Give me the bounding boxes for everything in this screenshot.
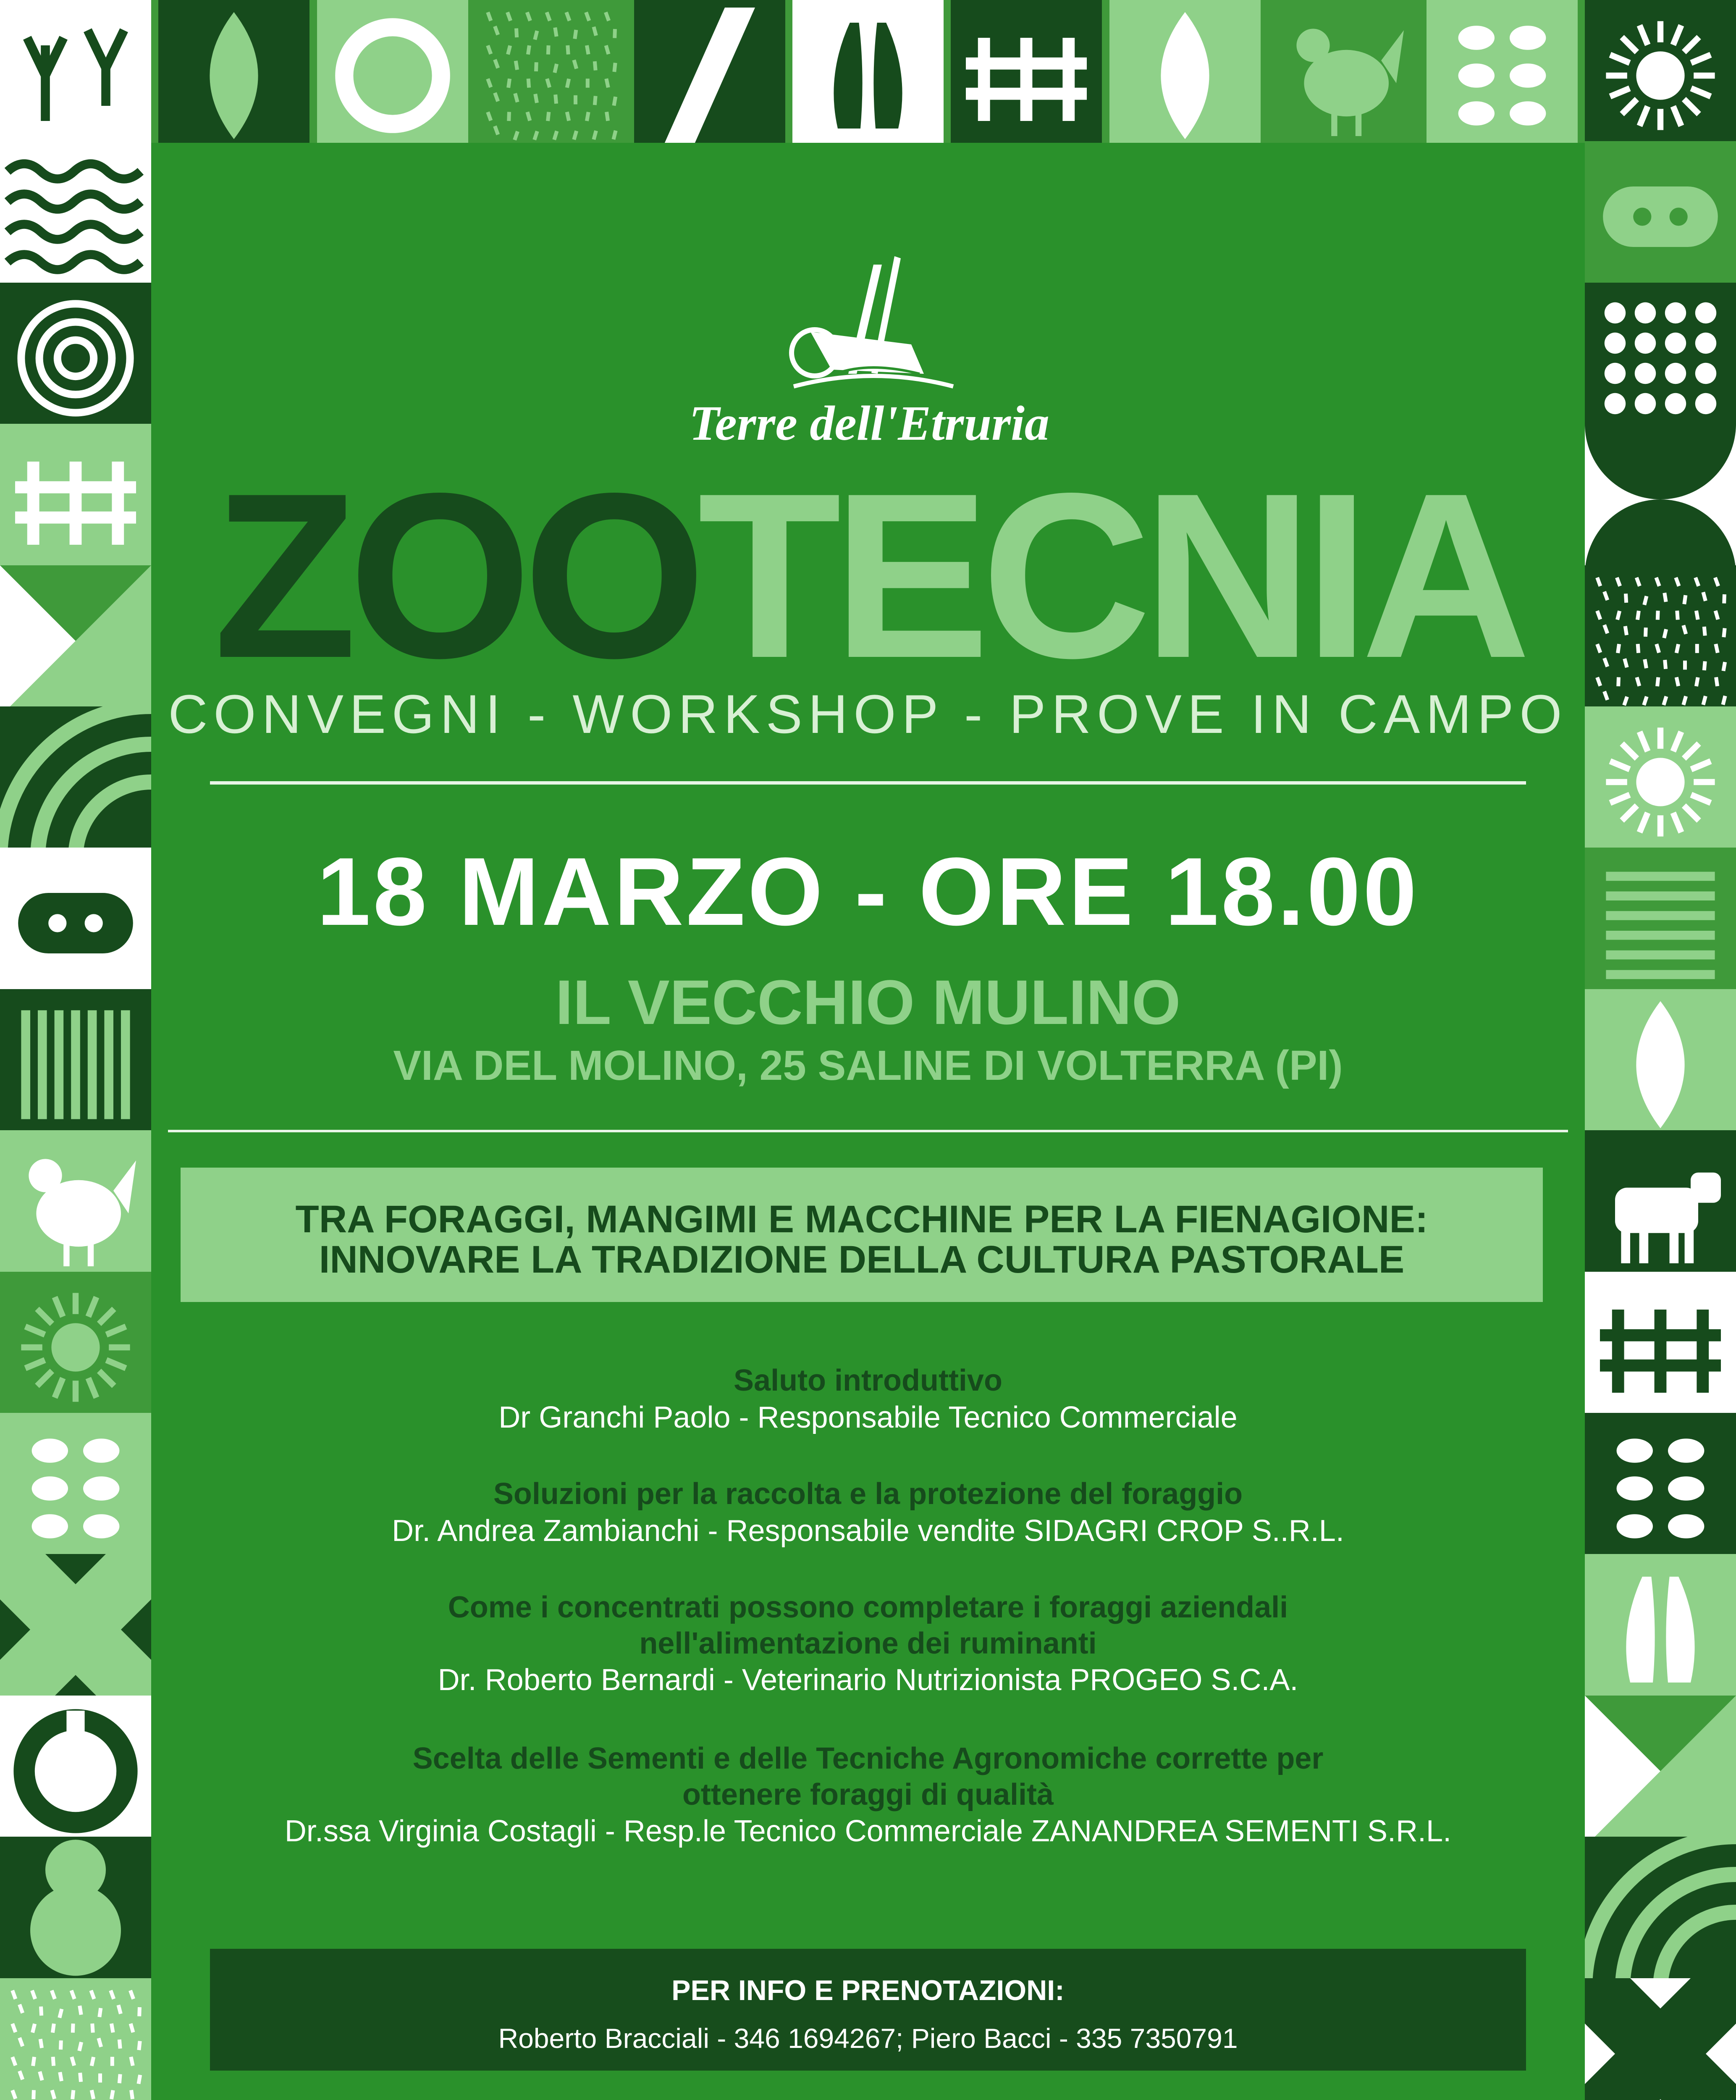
cross-icon (0, 1554, 151, 1705)
target-icon (0, 283, 151, 434)
leaf-icon (1585, 989, 1736, 1140)
rainbow-icon (0, 706, 151, 858)
hoof-icon (792, 0, 944, 151)
waves-icon (0, 141, 151, 292)
program-title: Scelta delle Sementi e delle Tecniche Agronomiche corrette per (412, 1742, 1324, 1775)
hoof-icon (1585, 1554, 1736, 1705)
brand-name: Terre dell'Etruria (689, 396, 1049, 451)
event-datetime: 18 MARZO - ORE 18.00 (317, 837, 1419, 945)
rainbow-icon (1585, 1837, 1736, 1988)
tracks-icon (0, 0, 151, 151)
cross-icon (1585, 1978, 1736, 2100)
ring-icon (0, 1696, 151, 1847)
chicken-icon (1268, 0, 1419, 151)
program-title: Soluzioni per la raccolta e la protezione del foraggio (493, 1477, 1243, 1511)
lines-icon (1585, 848, 1736, 999)
title-part-zoo: ZOO (213, 444, 698, 707)
cow-icon (1585, 1130, 1736, 1281)
fence-icon (0, 424, 151, 575)
circles-icon (0, 1837, 151, 1988)
pig-nose-icon (1585, 141, 1736, 292)
half-circle-icon (1585, 424, 1736, 575)
triangle-icon (0, 565, 151, 717)
event-title (160, 444, 1576, 707)
bars-icon (0, 989, 151, 1140)
seeds-texture (0, 1978, 151, 2100)
program-speaker: Dr.ssa Virginia Costagli - Resp.le Tecnico Commerciale ZANANDREA SEMENTI S.R.L. (284, 1814, 1452, 1848)
seeds-texture (1585, 565, 1736, 717)
stripe-icon (634, 0, 785, 151)
info-contacts: Roberto Bracciali - 346 1694267; Piero Bacci - 335 7350791 (498, 2023, 1238, 2054)
title-part-tecnia: TECNIA (698, 444, 1523, 707)
chicken-icon (0, 1130, 151, 1281)
sun-icon (1585, 706, 1736, 858)
dots-grid-icon (1585, 283, 1736, 434)
event-venue: IL VECCHIO MULINO (555, 967, 1181, 1037)
fence-icon (951, 0, 1102, 151)
sun-icon (0, 1272, 151, 1423)
dots-icon (1585, 1413, 1736, 1564)
pig-nose-icon (0, 848, 151, 999)
circle-icon (317, 0, 468, 151)
divider (210, 781, 1526, 785)
leaf-icon (158, 0, 309, 151)
topic-line-2: INNOVARE LA TRADIZIONE DELLA CULTURA PASTORALE (319, 1238, 1405, 1281)
event-subtitle: CONVEGNI - WORKSHOP - PROVE IN CAMPO (168, 683, 1568, 745)
leaf-icon (1109, 0, 1261, 151)
program-title: Saluto introduttivo (734, 1364, 1002, 1397)
program-speaker: Dr. Andrea Zambianchi - Responsabile vendite SIDAGRI CROP S..R.L. (392, 1514, 1344, 1548)
divider (168, 1130, 1568, 1132)
dots-icon (1427, 0, 1578, 151)
seeds-texture (475, 0, 627, 151)
program-title: nell'alimentazione dei ruminanti (639, 1627, 1097, 1660)
topic-line-1: TRA FORAGGI, MANGIMI E MACCHINE PER LA FIENAGIONE: (295, 1198, 1428, 1241)
program-title: ottenere foraggi di qualità (682, 1778, 1054, 1811)
info-title: PER INFO E PRENOTAZIONI: (671, 1974, 1065, 2006)
event-address: VIA DEL MOLINO, 25 SALINE DI VOLTERRA (PI) (393, 1042, 1343, 1089)
program-title: Come i concentrati possono completare i foraggi aziendali (448, 1591, 1288, 1624)
program-speaker: Dr. Roberto Bernardi - Veterinario Nutrizionista PROGEO S.C.A. (438, 1663, 1298, 1697)
dots-icon (0, 1413, 151, 1564)
triangle-icon (1585, 1696, 1736, 1847)
topic-text (181, 1199, 1543, 1280)
plough-icon (785, 248, 962, 407)
sun-icon (1585, 0, 1736, 151)
fence-icon (1585, 1272, 1736, 1423)
program-speaker: Dr Granchi Paolo - Responsabile Tecnico Commerciale (498, 1401, 1238, 1434)
